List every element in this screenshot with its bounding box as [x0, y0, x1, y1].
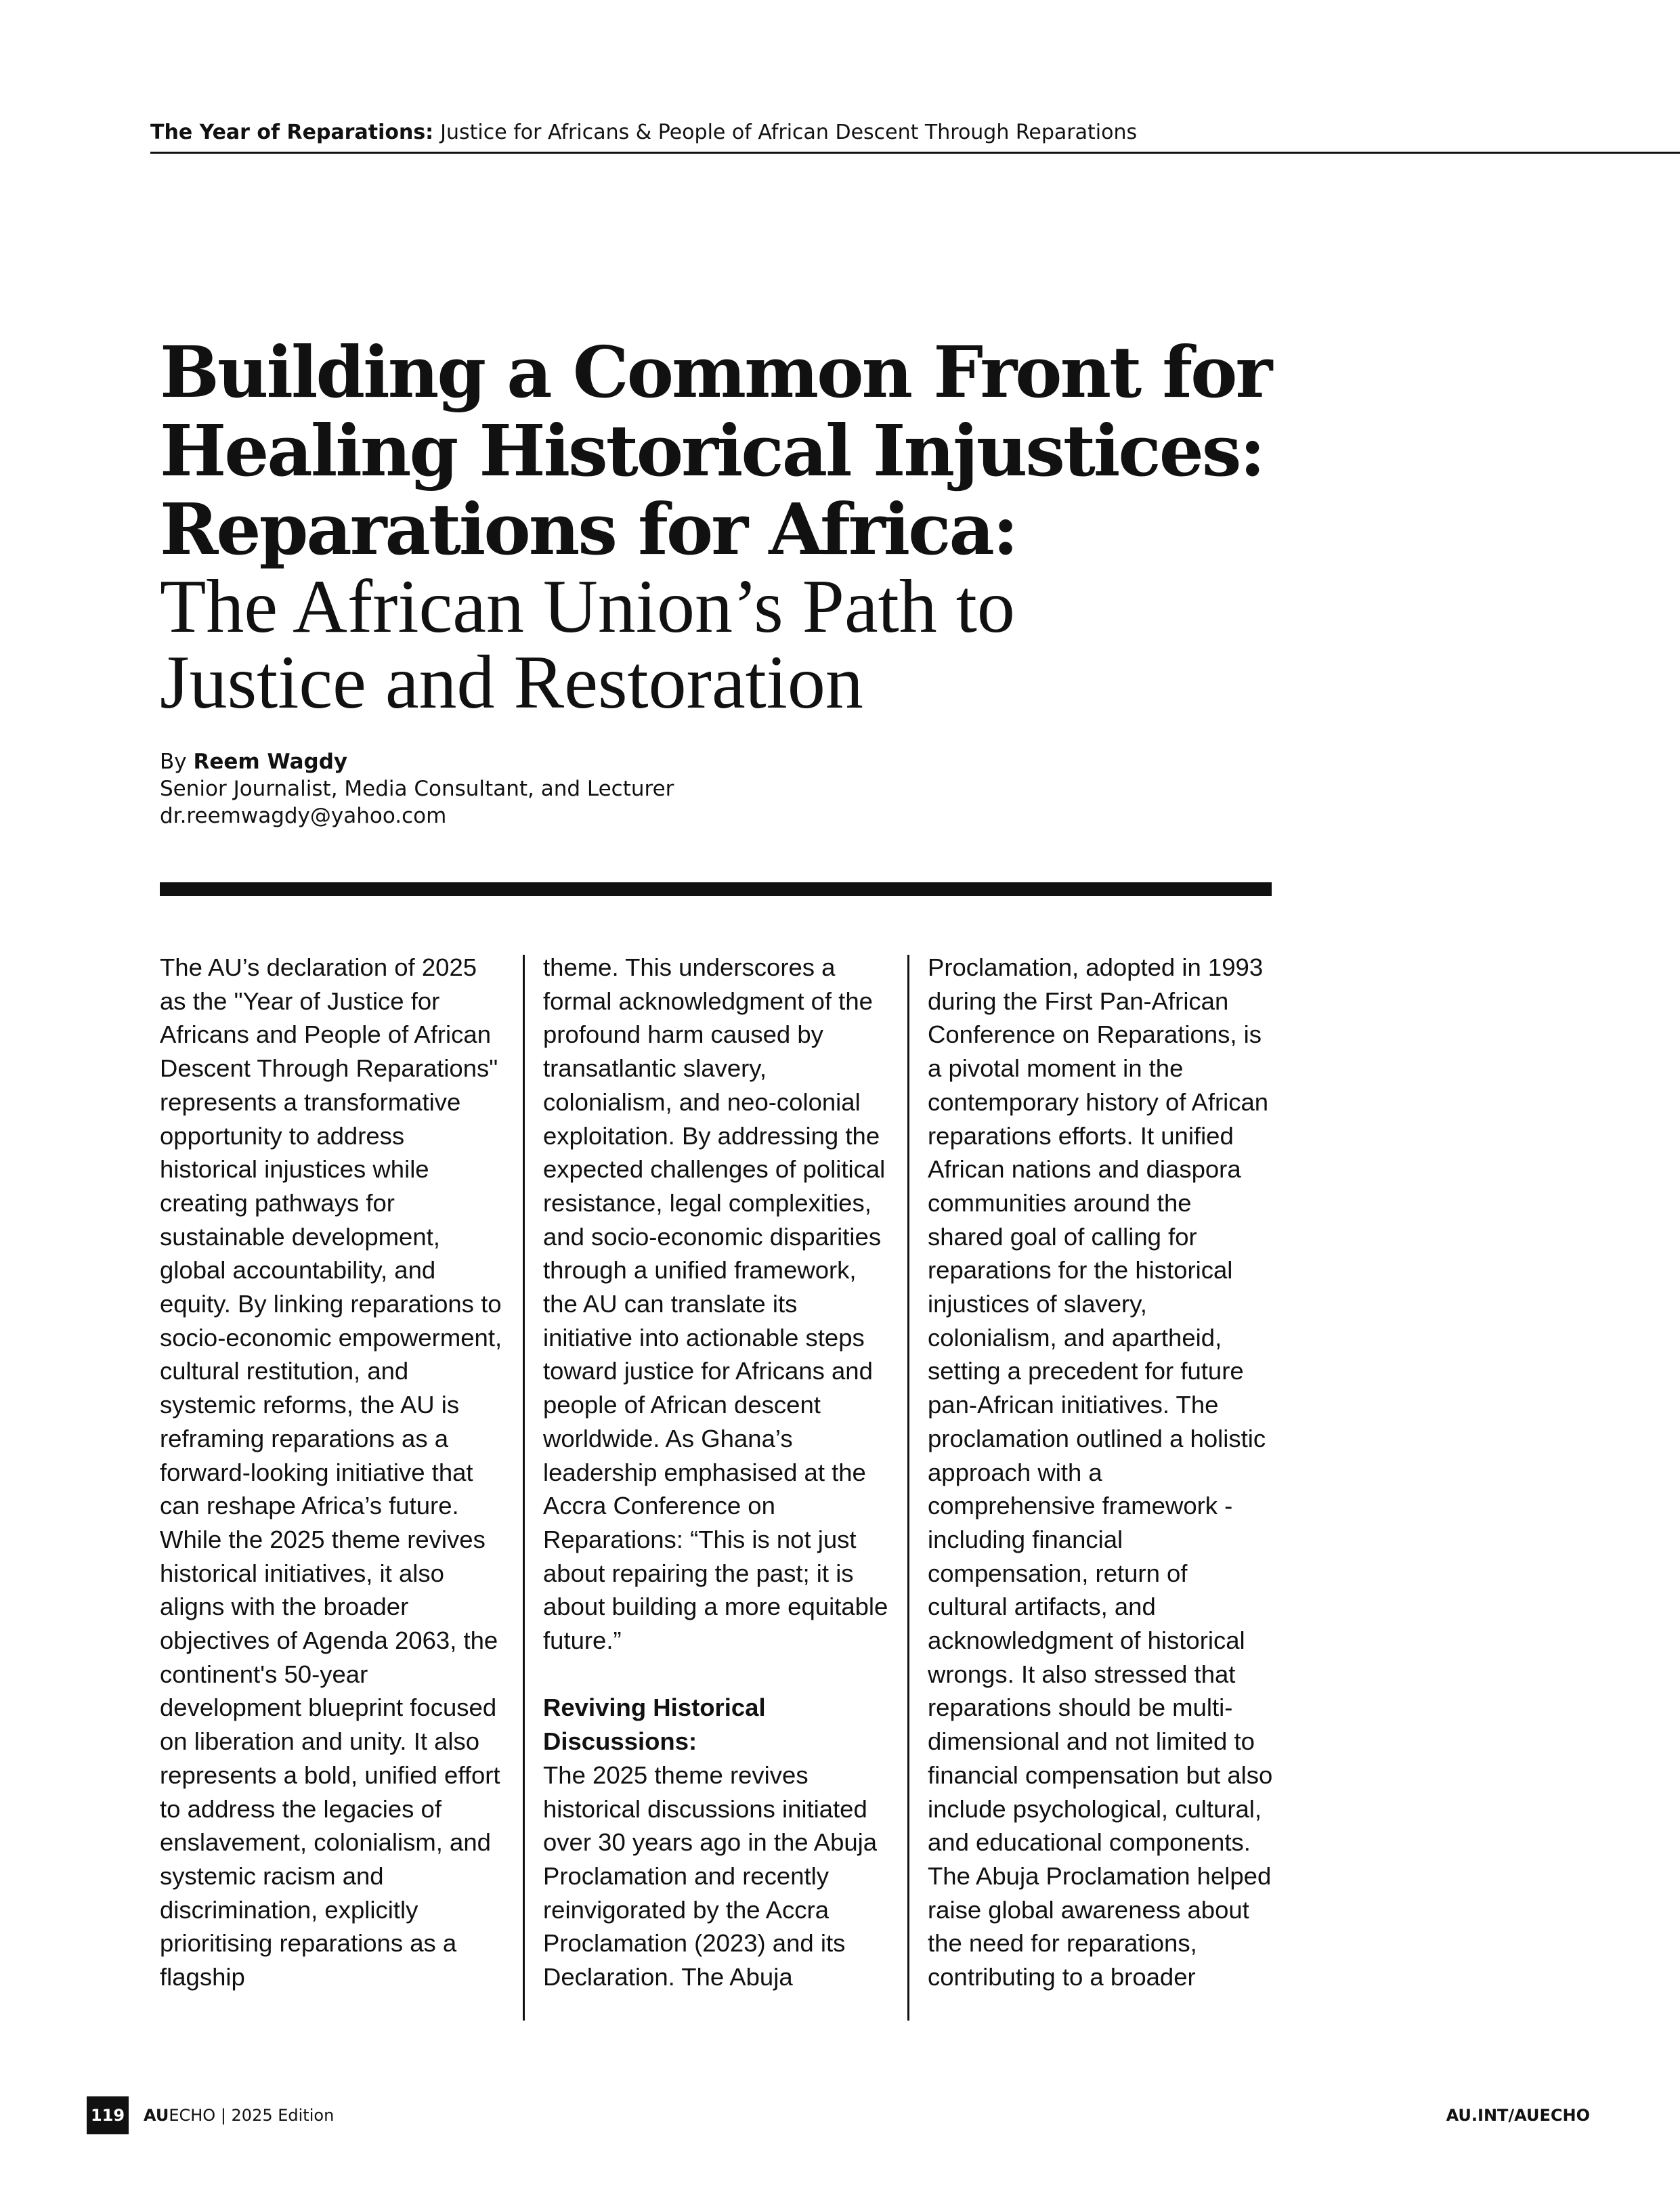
byline: [160, 748, 674, 829]
title-line-1: Building a Common Front for: [160, 330, 1271, 414]
section-subhead: Reviving Historical Discussions:: [543, 1694, 766, 1756]
page-footer: [87, 2096, 1590, 2137]
body-paragraph: The 2025 theme revives historical discussions initiated over 30 years ago in the Abuja Proclamation and recently reinvigorated by the Accra Proclamation (2023) and its Declaration. The Abuja: [543, 1761, 878, 1991]
publication-brand: AU: [144, 2106, 169, 2125]
page-number: 119: [87, 2096, 129, 2134]
byline-prefix: By: [160, 750, 187, 774]
author-role: Senior Journalist, Media Consultant, and Lecturer: [160, 777, 674, 801]
title-line-2: Healing Historical Injustices:: [160, 409, 1264, 492]
body-paragraph: Proclamation, adopted in 1993 during the First Pan-African Conference on Reparations, is a pivotal moment in the contemporary history of African reparations efforts. It unified African nations and diaspora communities around the shared goal of calling for reparations for the historical injustices of slavery, colonialism, and apartheid, setting a precedent for future pan-African initiatives. The proclamation outlined a holistic approach with a comprehensive framework - including financial compensation, return of cultural artifacts, and acknowledgment of historical wrongs. It also stressed that reparations should be multi-dimensional and not limited to financial compensation but also include psychological, cultural, and educational components. The Abuja Proclamation helped raise global awareness about the need for reparations, contributing to a broader: [928, 953, 1273, 1991]
article-title: [160, 330, 1311, 725]
author-email: dr.reemwagdy@yahoo.com: [160, 804, 447, 828]
body-paragraph: theme. This underscores a formal acknowledgment of the profound harm caused by transatlantic slavery, colonialism, and neo-colonial exploitation. By addressing the expected challenges of political resistance, legal complexities, and socio-economic disparities through a unified framework, the AU can translate its initiative into actionable steps toward justice for Africans and people of African descent worldwide. As Ghana’s leadership emphasised at the Accra Conference on Reparations: “This is not just about repairing the past; it is about building a more equitable future.”: [543, 953, 888, 1655]
body-column-1: [160, 951, 505, 1994]
running-header-bold: The Year of Reparations:: [150, 121, 434, 144]
subtitle-line-2: Justice and Restoration: [160, 641, 863, 725]
body-paragraph: The AU’s declaration of 2025 as the "Year of Justice for Africans and People of African Descent Through Reparations" represents a transformative opportunity to address historical injustices while creating pathways for sustainable development, global accountability, and equity. By linking reparations to socio-economic empowerment, cultural restitution, and systemic reforms, the AU is reframing reparations as a forward-looking initiative that can reshape Africa’s future. While the 2025 theme revives historical initiatives, it also aligns with the broader objectives of Agenda 2063, the continent's 50-year development blueprint focused on liberation and unity. It also represents a bold, unified effort to address the legacies of enslavement, colonialism, and systemic racism and discrimination, explicitly prioritising reparations as a flagship: [160, 953, 502, 1991]
running-header: [150, 119, 1680, 154]
author-name: Reem Wagdy: [193, 750, 348, 774]
title-divider-rule: [160, 882, 1272, 896]
subtitle-line-1: The African Union’s Path to: [160, 565, 1015, 649]
publication-url[interactable]: AU.INT/AUECHO: [1446, 2106, 1590, 2125]
publication-name: [144, 2103, 334, 2128]
running-header-text: Justice for Africans & People of African Descent Through Reparations: [440, 121, 1138, 144]
body-column-2: [543, 951, 888, 1994]
publication-edition: ECHO | 2025 Edition: [169, 2106, 335, 2125]
title-line-3: Reparations for Africa:: [160, 488, 1017, 571]
column-divider: [523, 955, 525, 2021]
column-divider: [907, 955, 909, 2021]
body-column-3: [928, 951, 1273, 1994]
